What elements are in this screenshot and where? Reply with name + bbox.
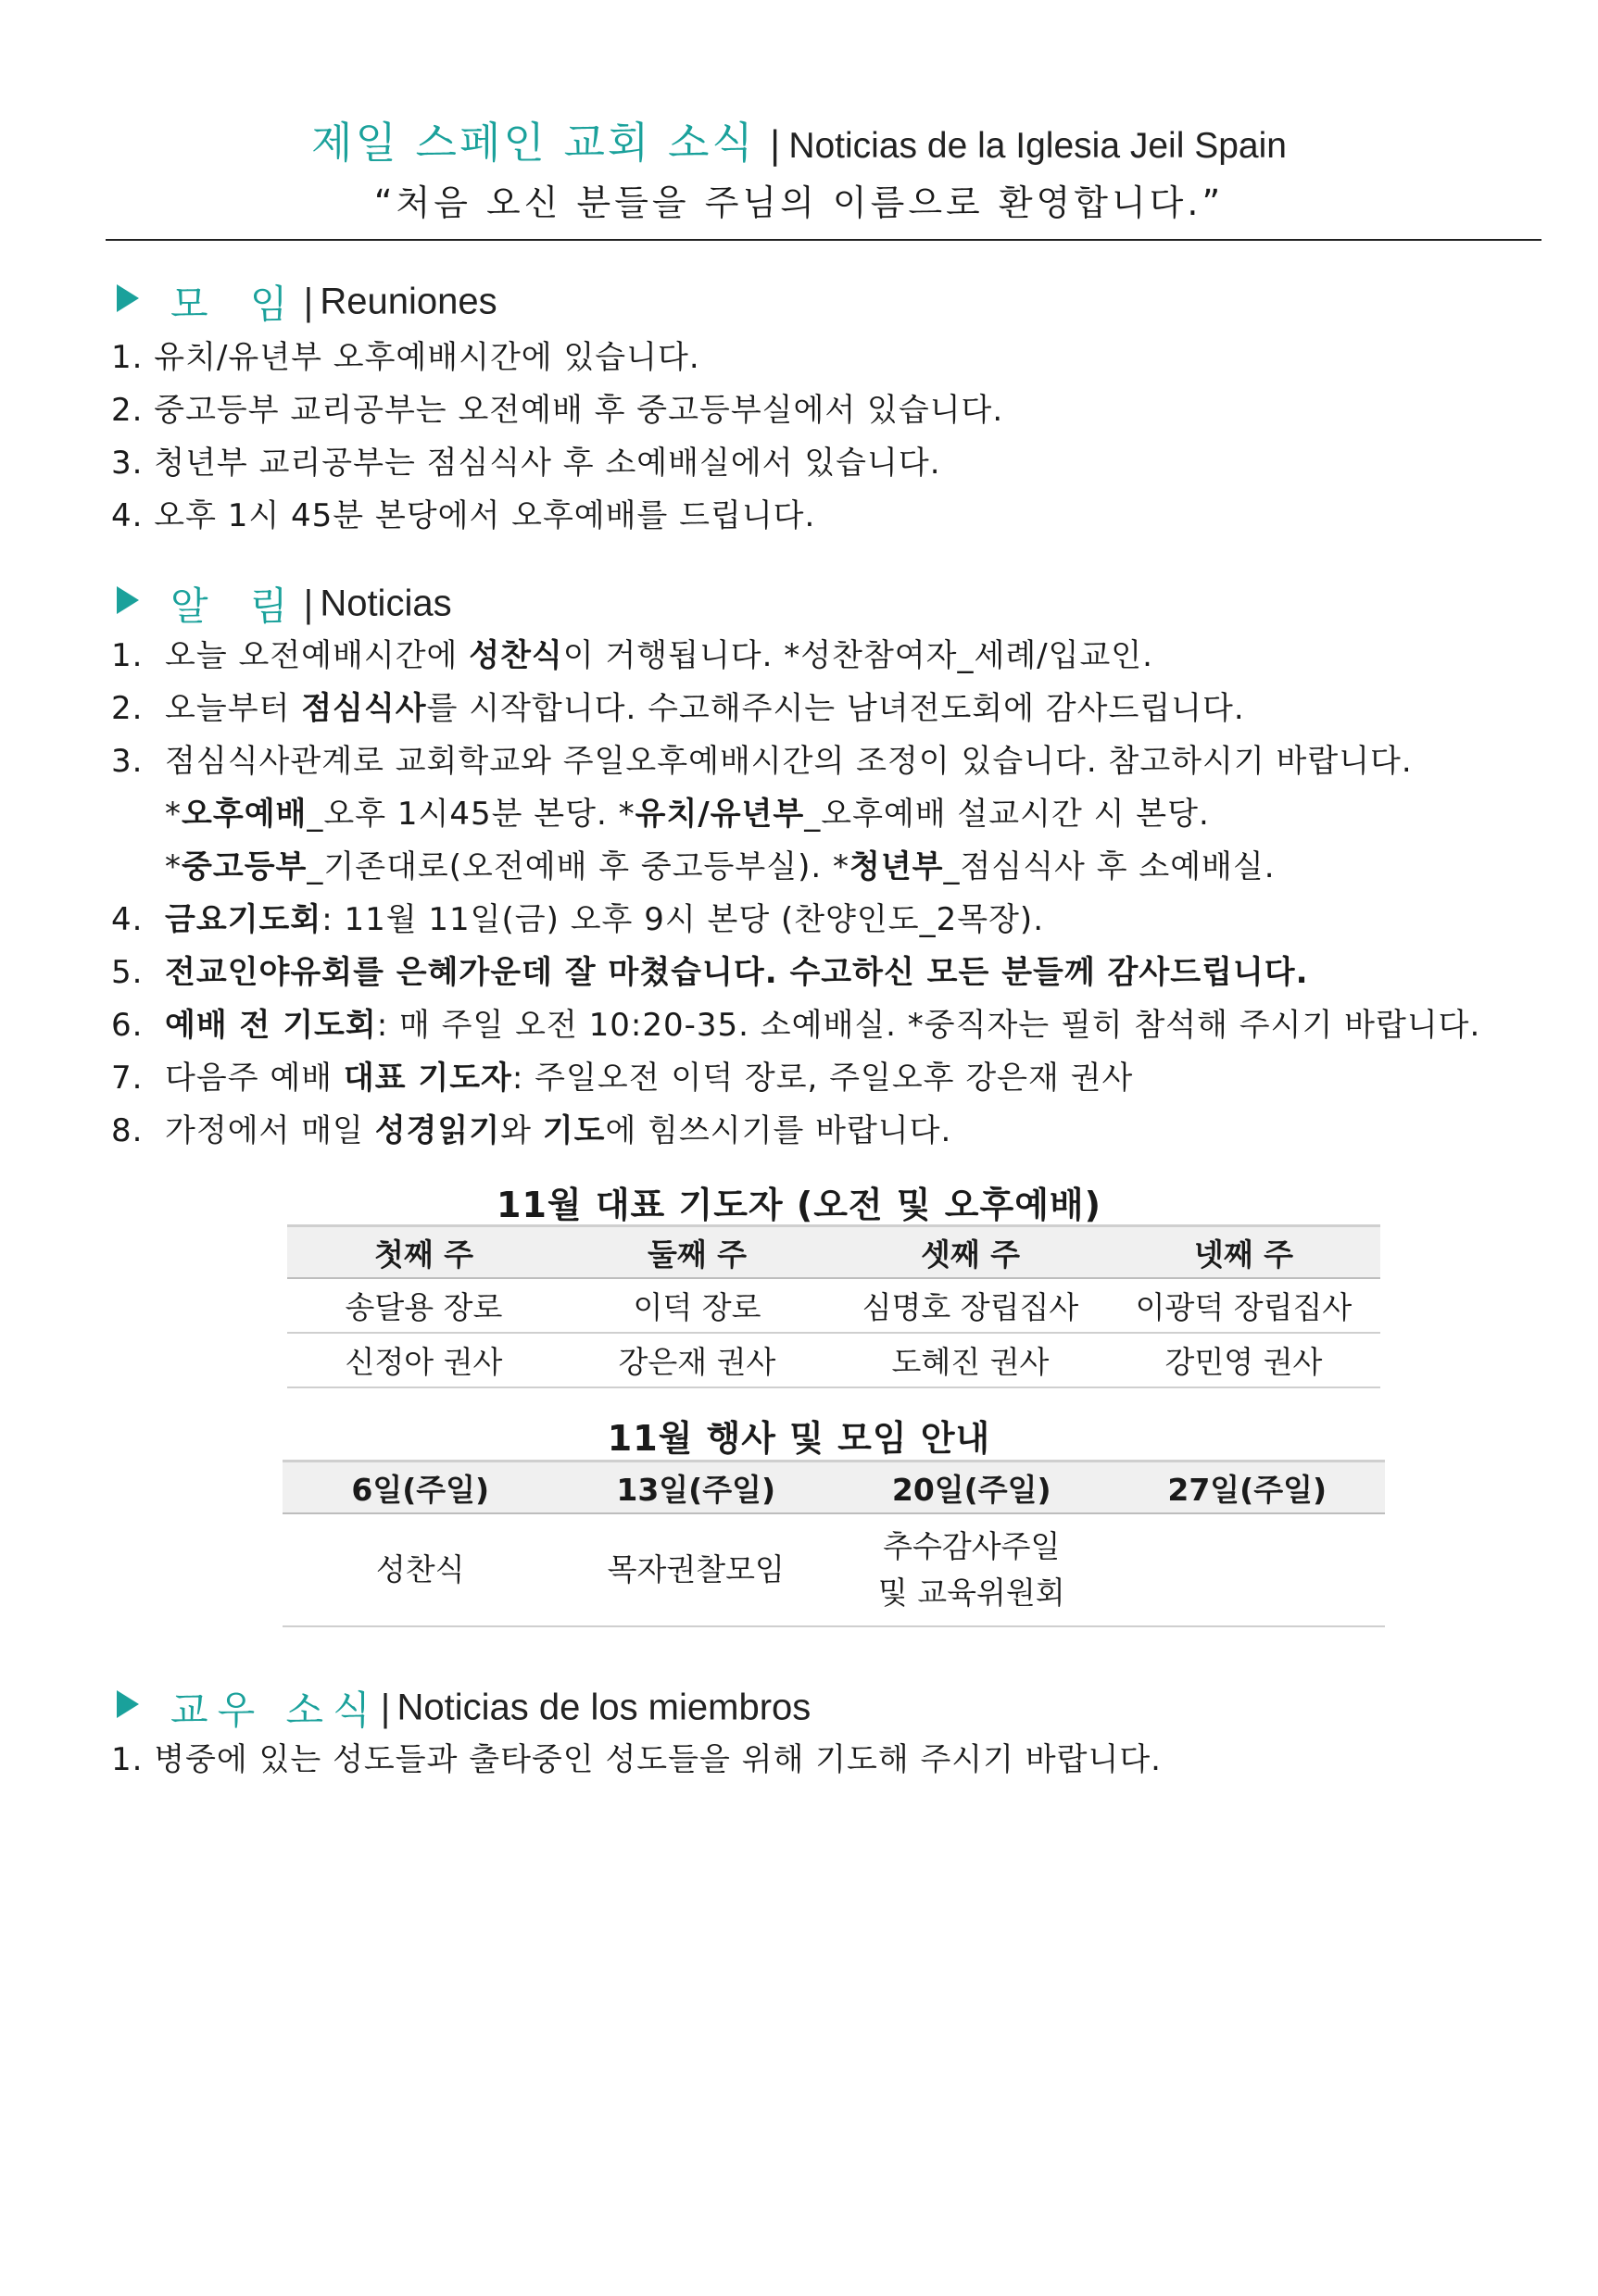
table-cell: 송달용 장로 [287, 1278, 560, 1333]
list-item: 4. 오후 1시 45분 본당에서 오후예배를 드립니다. [111, 497, 816, 534]
item-text: 를 시작합니다. 수고해주시는 남녀전도회에 감사드립니다. [426, 690, 1245, 727]
list-subitem [111, 841, 1480, 894]
item-text: * [165, 796, 182, 833]
item-text: : 매 주일 오전 10:20-35. 소예배실. *중직자는 필히 참석해 주시기 바랍니다. [376, 1007, 1481, 1044]
table-header: 셋째 주 [834, 1226, 1107, 1279]
title-separator: | [768, 124, 782, 167]
table-cell: 강은재 권사 [560, 1333, 834, 1387]
item-text: 오늘부터 [165, 690, 302, 727]
item-bold: 예배 전 기도회 [165, 1007, 377, 1044]
list-item: 1. 병중에 있는 성도들과 출타중인 성도들을 위해 기도해 주시기 바랍니다. [111, 1741, 1162, 1778]
table-cell [834, 1513, 1110, 1626]
list-item [111, 999, 1480, 1052]
item-bold: 전교인야유회를 은혜가운데 잘 마쳤습니다. 수고하신 모든 분들께 감사드립니다. [165, 954, 1309, 991]
table-cell [1110, 1513, 1386, 1626]
item-bold: 성경읽기 [374, 1112, 501, 1149]
item-number: 5. [111, 954, 144, 991]
welcome-message: “처음 오신 분들을 주님의 이름으로 환영합니다.” [373, 182, 1225, 223]
triangle-bullet-icon [117, 1690, 139, 1718]
section-title-spanish: Reuniones [320, 281, 497, 322]
table-cell: 도혜진 권사 [834, 1333, 1107, 1387]
item-text: 오늘 오전예배시간에 [165, 637, 470, 674]
table-header-row [283, 1462, 1385, 1514]
section-title-korean: 교우 소식 [170, 1687, 380, 1733]
item-bold: 대표 기도자 [343, 1060, 512, 1097]
list-item [111, 1105, 1480, 1158]
item-bold: 유치/유년부 [635, 796, 805, 833]
title-korean: 제일 스페인 교회 소식 [311, 118, 756, 168]
item-bold: 오후예배 [182, 796, 308, 833]
events-table [283, 1460, 1385, 1627]
item-number: 7. [111, 1060, 144, 1097]
item-text: _기존대로(오전예배 후 중고등부실). * [307, 848, 849, 885]
page-title [0, 109, 1598, 170]
section-title-spanish: Noticias [320, 583, 452, 624]
list-subitem [111, 788, 1480, 841]
title-spanish: Noticias de la Iglesia Jeil Spain [788, 126, 1287, 166]
table-cell: 목자권찰모임 [559, 1513, 835, 1626]
triangle-bullet-icon [117, 284, 139, 312]
table-header: 6일(주일) [283, 1462, 559, 1514]
item-number: 3. [111, 743, 144, 780]
list-item: 2. 중고등부 교리공부는 오전예배 후 중고등부실에서 있습니다. [111, 392, 1004, 429]
table-header: 13일(주일) [559, 1462, 835, 1514]
header-divider [106, 239, 1541, 241]
item-number: 6. [111, 1007, 144, 1044]
events-table-caption: 11월 행사 및 모임 안내 [607, 1418, 991, 1459]
item-bold: 점심식사 [301, 690, 427, 727]
item-text: _오후예배 설교시간 시 본당. [804, 796, 1210, 833]
table-row [287, 1278, 1380, 1333]
table-cell: 강민영 권사 [1107, 1333, 1380, 1387]
section-heading-notices [117, 576, 452, 632]
item-text: 와 [500, 1112, 543, 1149]
table-header: 27일(주일) [1110, 1462, 1386, 1514]
meetings-list [111, 332, 1003, 543]
item-bold: 청년부 [849, 848, 944, 885]
table-header-row [287, 1226, 1380, 1279]
members-list [111, 1734, 1162, 1787]
item-text: 점심식사관계로 교회학교와 주일오후예배시간의 조정이 있습니다. 참고하시기 바랍니다. [165, 743, 1413, 780]
section-separator: | [379, 1687, 392, 1728]
section-title-spanish: Noticias de los miembros [396, 1687, 812, 1728]
item-number: 8. [111, 1112, 144, 1149]
section-title-korean: 알 림 [170, 583, 303, 629]
cell-line: 및 교육위원회 [877, 1575, 1065, 1611]
cell-line: 추수감사주일 [883, 1528, 1061, 1564]
list-item [111, 894, 1480, 947]
table-row [287, 1333, 1380, 1387]
table-cell: 이덕 장로 [560, 1278, 834, 1333]
item-text: 다음주 예배 [165, 1060, 344, 1097]
table-header: 첫째 주 [287, 1226, 560, 1279]
list-item [111, 947, 1480, 999]
prayer-table-caption: 11월 대표 기도자 (오전 및 오후예배) [497, 1185, 1101, 1225]
list-item [111, 630, 1480, 683]
item-text: _오후 1시45분 본당. * [307, 796, 635, 833]
item-bold: 기도 [542, 1112, 606, 1149]
section-separator: | [302, 583, 315, 624]
item-text: 이 거행됩니다. *성찬참여자_세례/입교인. [562, 637, 1153, 674]
item-text: _점심식사 후 소예배실. [943, 848, 1276, 885]
item-bold: 성찬식 [469, 637, 563, 674]
table-cell: 이광덕 장립집사 [1107, 1278, 1380, 1333]
notices-list [111, 630, 1480, 1158]
section-title-korean: 모 임 [170, 282, 303, 327]
item-number: 4. [111, 901, 144, 938]
list-item: 1. 유치/유년부 오후예배시간에 있습니다. [111, 339, 700, 376]
table-row [283, 1513, 1385, 1626]
section-heading-meetings [117, 274, 497, 330]
item-number: 1. [111, 637, 144, 674]
list-item [111, 735, 1480, 788]
section-heading-members [117, 1680, 811, 1736]
item-text: : 11월 11일(금) 오후 9시 본당 (찬양인도_2목장). [321, 901, 1045, 938]
table-header: 20일(주일) [834, 1462, 1110, 1514]
item-text: 가정에서 매일 [165, 1112, 375, 1149]
table-cell: 심명호 장립집사 [834, 1278, 1107, 1333]
list-item [111, 1052, 1480, 1105]
item-number: 2. [111, 690, 144, 727]
list-item: 3. 청년부 교리공부는 점심식사 후 소예배실에서 있습니다. [111, 445, 941, 482]
item-bold: 금요기도회 [165, 901, 322, 938]
item-text: 에 힘쓰시기를 바랍니다. [605, 1112, 952, 1149]
item-text: * [165, 848, 182, 885]
table-cell: 신정아 권사 [287, 1333, 560, 1387]
list-item [111, 683, 1480, 735]
item-text: : 주일오전 이덕 장로, 주일오후 강은재 권사 [511, 1060, 1134, 1097]
item-bold: 중고등부 [182, 848, 308, 885]
triangle-bullet-icon [117, 586, 139, 614]
table-header: 둘째 주 [560, 1226, 834, 1279]
table-cell: 성찬식 [283, 1513, 559, 1626]
prayer-leaders-table [287, 1224, 1380, 1388]
section-separator: | [302, 282, 315, 322]
table-header: 넷째 주 [1107, 1226, 1380, 1279]
